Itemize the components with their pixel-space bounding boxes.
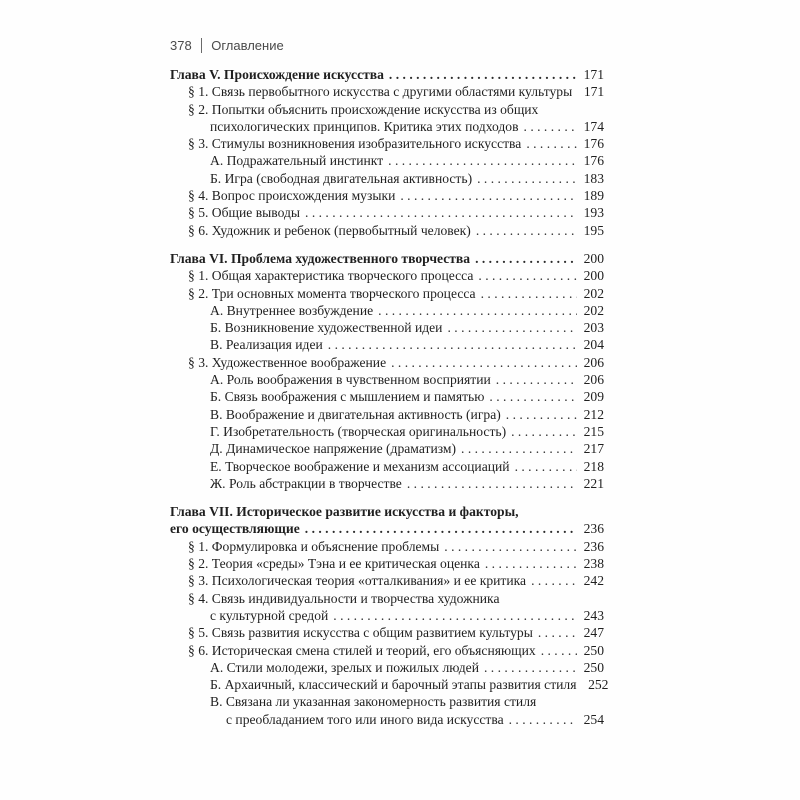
toc-entry-subsection: В. Связана ли указанная закономерность развития стиля xyxy=(210,694,537,710)
toc-entry-section: § 3. Художественное воображение xyxy=(188,354,387,370)
toc-line xyxy=(170,503,604,520)
dot-leader xyxy=(388,152,577,169)
toc-line xyxy=(170,170,604,187)
toc-entry-section: психологических принципов. Критика этих подходов xyxy=(210,118,519,134)
toc-page-number: 250 xyxy=(583,642,604,658)
toc-page-number: 200 xyxy=(583,268,604,284)
toc-page-number: 209 xyxy=(583,389,604,405)
toc-chapter xyxy=(170,66,604,239)
dot-leader xyxy=(526,135,577,152)
toc-page-number: 193 xyxy=(583,205,604,221)
toc-page-number: 176 xyxy=(583,153,604,169)
chapter-title: Глава V. Происхождение искусства xyxy=(170,67,384,82)
toc-entry-section: § 3. Психологическая теория «отталкивания» и ее критика xyxy=(188,573,527,589)
dot-leader xyxy=(328,336,577,353)
toc-entry-section: § 6. Историческая смена стилей и теорий, его объясняющих xyxy=(188,642,536,658)
toc-line xyxy=(170,66,604,83)
toc-page-number: 183 xyxy=(583,170,604,186)
toc-entry-subsection: В. Реализация идеи xyxy=(210,337,323,353)
toc-line xyxy=(170,118,604,135)
toc-entry-subsection: с преобладанием того или иного вида искусства xyxy=(226,711,504,727)
toc-entry-section: § 4. Вопрос происхождения музыки xyxy=(188,188,396,204)
toc-entry-subsection: А. Стили молодежи, зрелых и пожилых людей xyxy=(210,659,479,675)
toc-page-number: 200 xyxy=(583,250,604,266)
toc-page-number: 171 xyxy=(583,84,605,100)
toc-line xyxy=(170,440,604,457)
toc-entry-subsection: Б. Возникновение художественной идеи xyxy=(210,320,443,336)
toc-line xyxy=(170,135,604,152)
toc-chapter xyxy=(170,503,609,728)
dot-leader xyxy=(477,170,577,187)
toc-line xyxy=(170,204,604,221)
toc-line xyxy=(170,388,604,405)
toc-page-number: 171 xyxy=(583,67,604,82)
toc-entry-subsection: Д. Динамическое напряжение (драматизм) xyxy=(210,441,457,457)
toc-line xyxy=(170,520,604,537)
toc-line xyxy=(170,222,604,239)
toc-page-number: 242 xyxy=(583,573,604,589)
running-head-divider xyxy=(201,38,203,53)
dot-leader xyxy=(515,458,577,475)
toc-page-number: 247 xyxy=(583,625,604,641)
toc-page-number: 206 xyxy=(583,354,604,370)
toc-page-number: 176 xyxy=(583,136,604,152)
toc-entry-subsection: Е. Творческое воображение и механизм ассоциаций xyxy=(210,458,510,474)
dot-leader xyxy=(509,711,577,728)
toc-entry-section: § 6. Художник и ребенок (первобытный человек) xyxy=(188,222,471,238)
toc-line xyxy=(170,187,604,204)
toc-page-number: 252 xyxy=(588,677,609,693)
chapter-title: Глава VI. Проблема художественного творчества xyxy=(170,250,471,266)
toc-entry-subsection: Б. Игра (свободная двигательная активность) xyxy=(210,170,473,186)
toc-line xyxy=(170,267,604,284)
dot-leader xyxy=(531,572,577,589)
toc-line xyxy=(170,458,604,475)
dot-leader xyxy=(305,204,577,221)
toc-line xyxy=(170,538,604,555)
dot-leader xyxy=(447,319,577,336)
toc-line xyxy=(170,83,604,100)
dot-leader xyxy=(484,659,577,676)
dot-leader xyxy=(524,118,577,135)
toc-page-number: 218 xyxy=(583,458,604,474)
dot-leader xyxy=(496,371,577,388)
dot-leader xyxy=(541,642,577,659)
toc-line xyxy=(170,555,604,572)
toc-line xyxy=(170,302,604,319)
dot-leader xyxy=(538,624,577,641)
toc-entry-section: § 5. Общие выводы xyxy=(188,205,301,221)
dot-leader xyxy=(333,607,577,624)
chapter-title: его осуществляющие xyxy=(170,521,300,537)
toc-entry-section: § 2. Попытки объяснить происхождение искусства из общих xyxy=(188,101,539,117)
chapter-title: Глава VII. Историческое развитие искусства и факторы, xyxy=(170,504,519,520)
page-content xyxy=(170,37,609,728)
toc-page-number: 202 xyxy=(583,285,604,301)
dot-leader xyxy=(478,267,577,284)
dot-leader xyxy=(461,440,577,457)
toc-entry-section: § 5. Связь развития искусства с общим развитием культуры xyxy=(188,625,533,641)
toc-page-number: 236 xyxy=(583,521,604,537)
toc-page-number: 236 xyxy=(583,538,604,554)
toc-line xyxy=(170,659,604,676)
dot-leader xyxy=(389,66,577,83)
toc-page-number: 254 xyxy=(583,711,604,727)
toc-line xyxy=(170,152,604,169)
toc-entry-section: § 1. Общая характеристика творческого процесса xyxy=(188,268,474,284)
toc-entry-subsection: Ж. Роль абстракции в творчестве xyxy=(210,475,402,491)
toc-line xyxy=(170,624,604,641)
dot-leader xyxy=(391,354,577,371)
toc-entry-section: с культурной средой xyxy=(210,607,329,623)
dot-leader xyxy=(378,302,577,319)
dot-leader xyxy=(485,555,577,572)
toc-entry-section: § 2. Три основных момента творческого процесса xyxy=(188,285,476,301)
dot-leader xyxy=(400,187,577,204)
toc-entry-subsection: Б. Архаичный, классический и барочный этапы развития стиля xyxy=(210,677,577,693)
toc-line xyxy=(170,371,604,388)
toc-line xyxy=(170,101,604,118)
toc-page-number: 243 xyxy=(583,607,604,623)
toc-page-number: 215 xyxy=(583,423,604,439)
toc-line xyxy=(170,319,604,336)
toc-line xyxy=(170,406,604,423)
toc-chapter xyxy=(170,250,604,492)
toc-entry-section: § 1. Связь первобытного искусства с другими областями культуры xyxy=(188,84,573,100)
toc-page-number: 195 xyxy=(583,222,604,238)
toc-page-number: 206 xyxy=(583,372,604,388)
dot-leader xyxy=(407,475,577,492)
toc-line xyxy=(170,423,604,440)
toc-entry-section: § 1. Формулировка и объяснение проблемы xyxy=(188,538,440,554)
dot-leader xyxy=(305,520,577,537)
toc-page-number: 202 xyxy=(583,302,604,318)
toc-line xyxy=(170,642,604,659)
dot-leader xyxy=(481,285,577,302)
toc-page-number: 204 xyxy=(583,337,604,353)
toc-entry-subsection: А. Внутреннее возбуждение xyxy=(210,302,374,318)
running-head xyxy=(170,37,604,54)
folio-page-number: 378 xyxy=(170,38,192,53)
toc-line xyxy=(170,475,604,492)
toc-line xyxy=(170,590,604,607)
toc-page-number: 203 xyxy=(583,320,604,336)
toc-line xyxy=(170,693,604,710)
toc-entry-subsection: Г. Изобретательность (творческая оригинальность) xyxy=(210,423,507,439)
toc-entry-subsection: А. Подражательный инстинкт xyxy=(210,153,384,169)
toc-entry-section: § 3. Стимулы возникновения изобразительного искусства xyxy=(188,136,522,152)
toc-entry-section: § 2. Теория «среды» Тэна и ее критическая оценка xyxy=(188,556,480,572)
toc-page-number: 189 xyxy=(583,188,604,204)
dot-leader xyxy=(444,538,577,555)
toc-page-number: 174 xyxy=(583,118,604,134)
dot-leader xyxy=(489,388,577,405)
toc-entry-section: § 4. Связь индивидуальности и творчества художника xyxy=(188,590,500,606)
toc-page-number: 221 xyxy=(583,475,604,491)
toc-line xyxy=(170,285,604,302)
running-head-title: Оглавление xyxy=(211,38,284,53)
toc-line xyxy=(170,336,604,353)
toc-page-number: 250 xyxy=(583,659,604,675)
toc-entry-subsection: А. Роль воображения в чувственном восприятии xyxy=(210,372,491,388)
dot-leader xyxy=(475,250,577,267)
dot-leader xyxy=(476,222,577,239)
toc-entry-subsection: В. Воображение и двигательная активность (игра) xyxy=(210,406,501,422)
dot-leader xyxy=(511,423,577,440)
toc-line xyxy=(170,354,604,371)
toc-line xyxy=(170,607,604,624)
toc-line xyxy=(170,250,604,267)
toc-page-number: 212 xyxy=(583,406,604,422)
toc-entry-subsection: Б. Связь воображения с мышлением и памятью xyxy=(210,389,485,405)
toc-line xyxy=(170,711,604,728)
toc-page-number: 238 xyxy=(583,556,604,572)
toc-line xyxy=(170,676,609,693)
table-of-contents xyxy=(170,66,609,728)
toc-page-number: 217 xyxy=(583,441,604,457)
toc-line xyxy=(170,572,604,589)
dot-leader xyxy=(506,406,577,423)
